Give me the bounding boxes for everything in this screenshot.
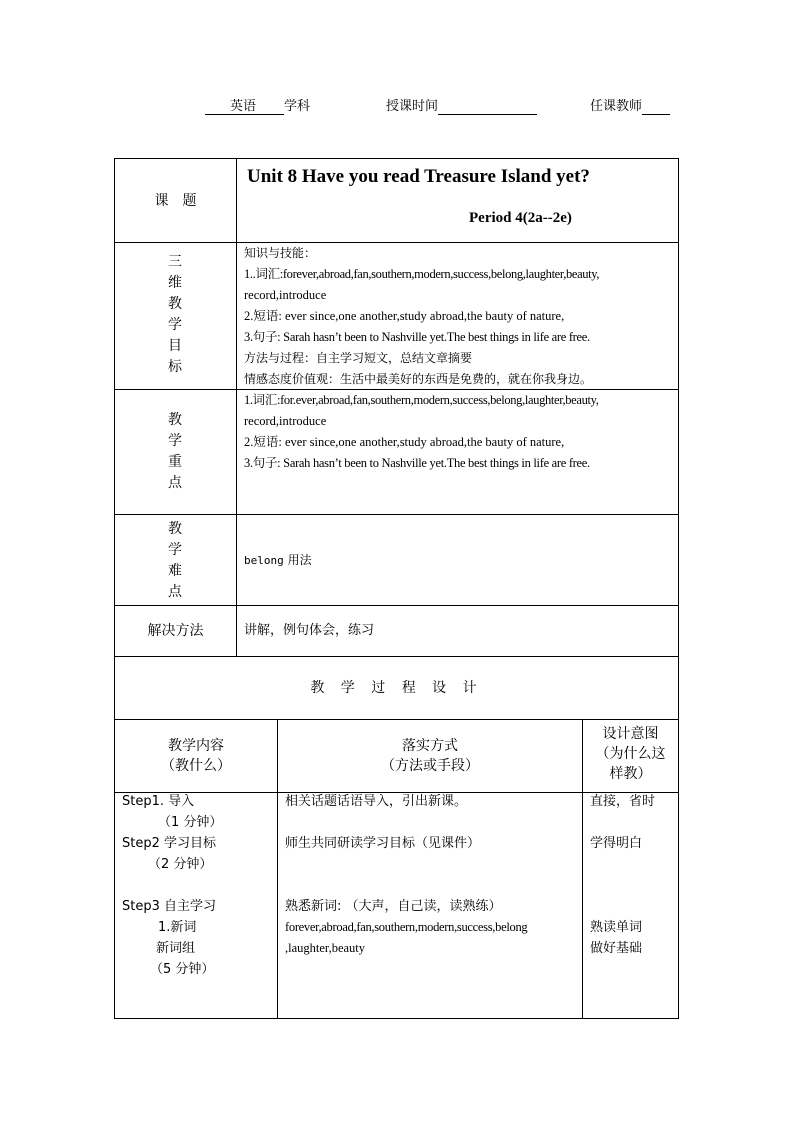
time-field xyxy=(386,99,537,115)
col-method-head xyxy=(278,736,582,776)
col-intent-head-line: 设计意图 xyxy=(602,726,659,742)
subject-blank-left xyxy=(205,100,230,115)
difficult-label-char: 教 xyxy=(168,521,182,537)
spacer xyxy=(285,854,527,875)
teacher-blank xyxy=(642,100,670,115)
goals-label-char: 目 xyxy=(168,338,182,354)
step-3-time: （5 分钟） xyxy=(150,962,215,977)
spacer xyxy=(590,854,655,875)
key-line: 1.词汇:for.ever,abroad,fan,southern,modern,success,belong,laughter,beauty, xyxy=(244,393,599,407)
step-3-item: 1.新词 xyxy=(158,920,197,935)
table-line xyxy=(114,158,115,1019)
col-intent-head xyxy=(583,724,678,784)
intent-1: 直接，省时 xyxy=(590,794,656,809)
method-content: 讲解，例句体会，练习 xyxy=(244,623,375,638)
col-intent-head-line: 样教） xyxy=(609,766,652,782)
table-line xyxy=(678,158,679,1019)
spacer xyxy=(285,875,527,896)
goals-label-char: 学 xyxy=(168,317,182,333)
intent-3: 熟读单词 xyxy=(590,920,643,935)
goals-line: 方法与过程：自主学习短文，总结文章摘要 xyxy=(244,351,473,365)
intent-3: 做好基础 xyxy=(590,941,643,956)
method-3-words: ,laughter,beauty xyxy=(285,941,366,955)
col-method-head-line: 落实方式 xyxy=(402,738,458,754)
key-label-char: 教 xyxy=(168,412,182,428)
col-method-head-line: （方法或手段） xyxy=(381,758,479,774)
method-3: 熟悉新词: （大声，自己读，读熟练） xyxy=(285,899,502,914)
key-line: record,introduce xyxy=(244,414,327,428)
col-content-head xyxy=(115,736,277,776)
goals-content xyxy=(244,243,676,390)
intents-column xyxy=(590,791,655,959)
table-line xyxy=(114,719,679,720)
goals-line: 知识与技能： xyxy=(244,246,317,260)
time-label: 授课时间 xyxy=(386,99,439,114)
teacher-label: 任课教师 xyxy=(590,99,643,114)
difficult-word: belong xyxy=(244,554,284,567)
step-2: Step2 学习目标 xyxy=(122,836,217,851)
subject-blank-right xyxy=(256,100,284,115)
table-line xyxy=(114,158,679,159)
difficult-label-char: 难 xyxy=(168,563,182,579)
method-label: 解决方法 xyxy=(147,623,204,639)
table-line xyxy=(114,514,679,515)
goals-line: 1..词汇:forever,abroad,fan,southern,modern,success,belong,laughter,beauty, xyxy=(244,267,600,281)
step-3-item: 新词组 xyxy=(156,941,196,956)
method-1: 相关话题话语导入，引出新课。 xyxy=(285,794,468,809)
step-3: Step3 自主学习 xyxy=(122,899,217,914)
lesson-period: Period 4(2a--2e) xyxy=(469,210,572,226)
steps-column xyxy=(122,791,222,980)
methods-column xyxy=(285,791,527,959)
spacer xyxy=(590,875,655,896)
key-content xyxy=(244,390,676,474)
goals-line: 2.短语: ever since,one another,study abroad,the bauty of nature, xyxy=(244,309,565,323)
goals-line: record,introduce xyxy=(244,288,327,302)
teacher-field xyxy=(590,99,670,115)
method-2: 师生共同研读学习目标（见课件） xyxy=(285,836,481,851)
goals-label-char: 标 xyxy=(168,359,182,375)
key-label-char: 学 xyxy=(168,433,182,449)
spacer xyxy=(285,812,527,833)
method-3-words: forever,abroad,fan,southern,modern,success,belong xyxy=(285,920,528,934)
spacer xyxy=(590,896,655,917)
step-1: Step1. 导入 xyxy=(122,794,195,809)
goals-label-char: 维 xyxy=(168,275,182,291)
col-content-head-line: 教学内容 xyxy=(168,738,224,754)
table-line xyxy=(236,158,237,656)
spacer xyxy=(122,875,222,896)
col-intent-head-line: （为什么这 xyxy=(595,746,666,762)
goals-line: 3.句子: Sarah hasn’t been to Nashville yet.The best things in life are free. xyxy=(244,330,590,344)
key-line: 3.句子: Sarah hasn’t been to Nashville yet.The best things in life are free. xyxy=(244,456,590,470)
step-2-time: （2 分钟） xyxy=(148,857,213,872)
topic-label: 课 题 xyxy=(154,193,197,209)
process-title: 教 学 过 程 设 计 xyxy=(310,680,483,696)
step-1-time: （1 分钟） xyxy=(158,815,223,830)
key-label-char: 点 xyxy=(168,475,182,491)
difficult-label-char: 点 xyxy=(168,584,182,600)
difficult-label-char: 学 xyxy=(168,542,182,558)
difficult-text: 用法 xyxy=(287,553,312,567)
header-line xyxy=(205,99,310,115)
key-line: 2.短语: ever since,one another,study abroad,the bauty of nature, xyxy=(244,435,565,449)
subject-suffix: 学科 xyxy=(284,99,311,114)
difficult-content xyxy=(244,550,312,571)
subject-value: 英语 xyxy=(230,99,257,114)
intent-2: 学得明白 xyxy=(590,836,643,851)
goals-label-char: 三 xyxy=(168,254,182,270)
spacer xyxy=(590,812,655,833)
table-line xyxy=(114,1018,679,1019)
col-content-head-line: （教什么） xyxy=(161,758,231,774)
goals-label-char: 教 xyxy=(168,296,182,312)
time-blank xyxy=(438,100,537,115)
goals-line: 情感态度价值观：生活中最美好的东西是免费的，就在你我身边。 xyxy=(244,372,593,386)
table-line xyxy=(114,605,679,606)
lesson-title: Unit 8 Have you read Treasure Island yet? xyxy=(247,166,590,187)
key-label-char: 重 xyxy=(168,454,182,470)
table-line xyxy=(114,656,679,657)
